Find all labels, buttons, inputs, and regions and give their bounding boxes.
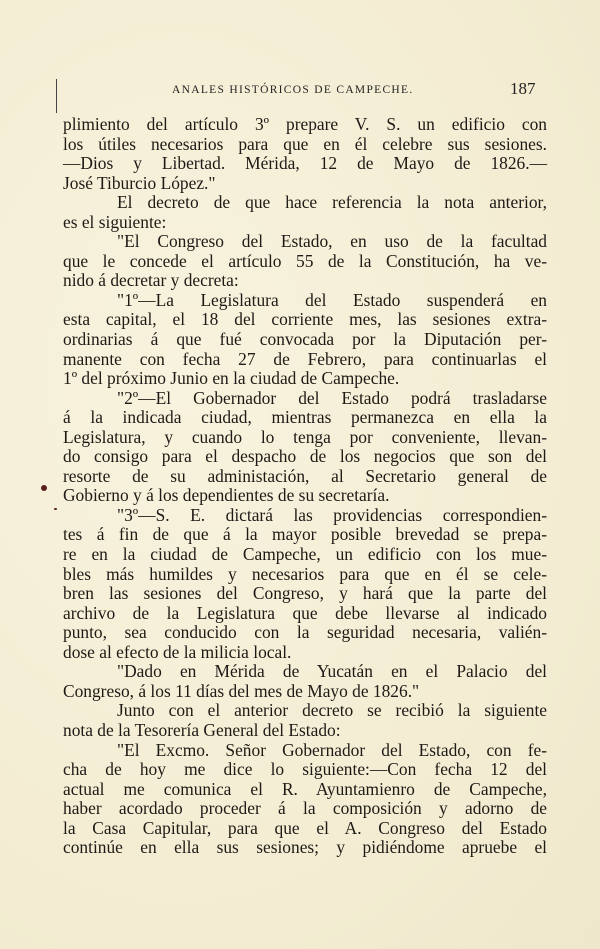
text-line: "El Excmo. Señor Gobernador del Estado, con fe- xyxy=(117,739,547,760)
text-line: "1º—La Legislatura del Estado suspenderá en xyxy=(117,289,547,310)
text-line: ordinarias á que fué convocada por la Diputación per- xyxy=(63,329,547,350)
text-line: José Tiburcio López." xyxy=(63,172,216,193)
text-line: es el siguiente: xyxy=(63,211,167,232)
ink-stain xyxy=(41,485,47,491)
text-line: haber acordado proceder á la composición y adorno de xyxy=(63,798,547,819)
text-line: dose al efecto de la milicia local. xyxy=(63,641,292,662)
text-line: punto, sea conducido con la seguridad necesaria, valién- xyxy=(63,622,547,643)
text-line: tes á fin de que á la mayor posible brevedad se prepa- xyxy=(63,524,547,545)
page-number: 187 xyxy=(510,79,536,98)
text-line: do consigo para el despacho de los negocios que son del xyxy=(63,446,547,467)
page-body xyxy=(63,115,547,858)
paragraph xyxy=(63,193,547,232)
text-line: —Dios y Libertad. Mérida, 12 de Mayo de 1826.— xyxy=(63,153,547,174)
text-line: que le concede el artículo 55 de la Constitución, ha ve- xyxy=(63,250,547,271)
paragraph xyxy=(63,291,547,389)
paragraph xyxy=(63,741,547,858)
paragraph xyxy=(63,232,547,291)
running-title: ANALES HISTÓRICOS DE CAMPECHE. xyxy=(172,84,414,96)
text-line: la Casa Capitular, para que el A. Congreso del Estado xyxy=(63,817,547,838)
text-line: bren las sesiones del Congreso, y hará que la parte del xyxy=(63,583,547,604)
text-line: El decreto de que hace referencia la nota anterior, xyxy=(117,192,547,213)
text-line: manente con fecha 27 de Febrero, para continuarlas el xyxy=(63,348,547,369)
text-line: "2º—El Gobernador del Estado podrá trasladarse xyxy=(117,387,547,408)
ink-speck xyxy=(54,508,57,510)
text-line: plimiento del artículo 3º prepare V. S. un edificio con xyxy=(63,114,547,134)
text-line: actual me comunica el R. Ayuntamienro de Campeche, xyxy=(63,778,547,799)
text-line: nido á decretar y decreta: xyxy=(63,270,239,291)
paragraph xyxy=(63,701,547,740)
text-line: "Dado en Mérida de Yucatán en el Palacio del xyxy=(117,661,547,682)
text-line: resorte de su administación, al Secretario general de xyxy=(63,465,547,486)
paragraph xyxy=(63,662,547,701)
text-line: re en la ciudad de Campeche, un edificio con los mue- xyxy=(63,544,547,565)
text-line: bles más humildes y necesarios para que en él se cele- xyxy=(63,563,547,584)
text-line: Gobierno y á los dependientes de su secretaría. xyxy=(63,485,390,506)
paragraph xyxy=(63,389,547,506)
text-line: Congreso, á los 11 días del mes de Mayo de 1826." xyxy=(63,680,420,701)
text-line: los útiles necesarios para que en él celebre sus sesiones. xyxy=(63,133,547,154)
text-line: 1º del próximo Junio en la ciudad de Campeche. xyxy=(63,368,400,389)
text-line: nota de la Tesorería General del Estado: xyxy=(63,719,341,740)
text-line: archivo de la Legislatura que debe llevarse al indicado xyxy=(63,602,547,623)
text-line: Junto con el anterior decreto se recibió la siguiente xyxy=(117,700,547,721)
text-line: cha de hoy me dice lo siguiente:—Con fecha 12 del xyxy=(63,759,547,780)
text-line: "3º—S. E. dictará las providencias correspondien- xyxy=(117,504,547,525)
paragraph xyxy=(63,506,547,662)
paragraph xyxy=(63,115,547,193)
text-line: Legislatura, y cuando lo tenga por conveniente, llevan- xyxy=(63,426,547,447)
text-line: á la indicada ciudad, mientras permanezca en ella la xyxy=(63,407,547,428)
text-line: esta capital, el 18 del corriente mes, las sesiones extra- xyxy=(63,309,547,330)
text-line: continúe en ella sus sesiones; y pidiéndome apruebe el xyxy=(63,837,547,858)
running-head xyxy=(0,79,600,104)
text-line: "El Congreso del Estado, en uso de la facultad xyxy=(117,231,547,252)
